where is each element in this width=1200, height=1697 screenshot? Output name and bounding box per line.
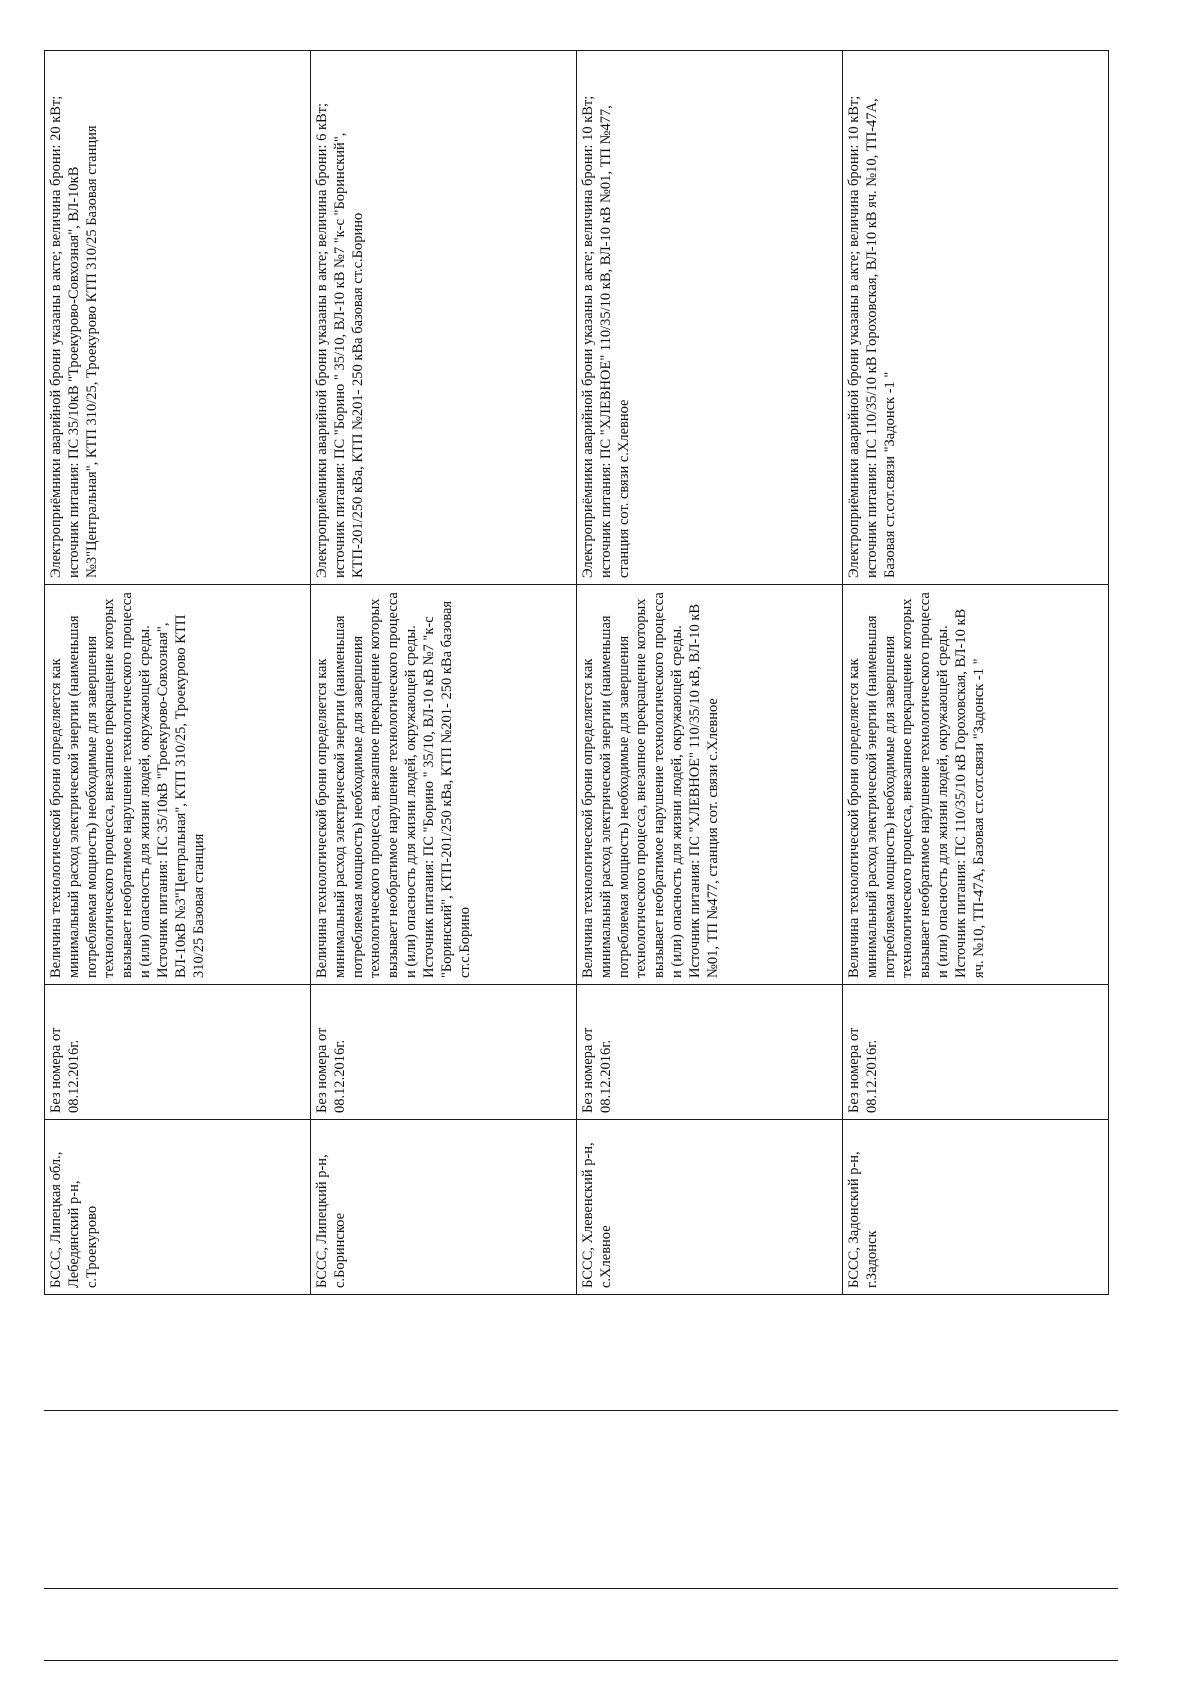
horizontal-rule [44,1660,1118,1661]
reserve-table [44,50,1109,1295]
horizontal-rule [44,1410,1118,1411]
tech-reserve-cell: Величина технологической брони определяется как минимальный расход электрической энергии (наименьшая потребляемая мощность) необходимые для завершения технологического процесса, внезапное прекращение которых вызывает необратимое нарушение технологического процесса и (или) опасность для жизни людей, окружающей среды. Источник питания: ПС 110/35/10 кВ Гороховская, ВЛ-10 кВ яч. №10, ТП-47А, Базовая ст.сот.связи "Задонск -1 " [843,584,1108,984]
emergency-reserve-cell: Электроприёмники аварийной брони указаны в акте; величина брони: 20 кВт; источник питания: ПС 35/10кВ "Троекурово-Совхозная", ВЛ-10кВ №3"Центральная", КТП 310/25, Троекурово КТП 310/25 Базовая станция [48,95,100,578]
emergency-reserve-cell: Электроприёмники аварийной брони указаны в акте; величина брони: 6 кВт; источник питания: ПС "Борино " 35/10, ВЛ-10 кВ №7 "к-с "Боринский", КТП-201/250 кВа, КТП №201- 250 кВа базовая ст.с.Борино [314,102,366,578]
location-cell: БССС, Хлевенский р-н, с.Хлевное [577,1119,842,1294]
emergency-reserve-cell: Электроприёмники аварийной брони указаны в акте; величина брони: 10 кВт; источник питания: ПС 110/35/10 кВ Гороховская, ВЛ-10 кВ яч. №10, ТП-47А, Базовая ст.сот.связи "Задонск -1 " [846,95,898,578]
tech-reserve-cell: Величина технологической брони определяется как минимальный расход электрической энергии (наименьшая потребляемая мощность) необходимые для завершения технологического процесса, внезапное прекращение которых вызывает необратимое нарушение технологического процесса и (или) опасность для жизни людей, окружающей среды. Источник питания: ПС "Борино " 35/10, ВЛ-10 кВ №7 "к-с "Боринский", КТП-201/250 кВа, КТП №201- 250 кВа базовая ст.с.Борино [311,584,576,984]
emergency-reserve-cell: Электроприёмники аварийной брони указаны в акте; величина брони: 10 кВт; источник питания: ПС "ХЛЕВНОЕ" 110/35/10 кВ, ВЛ-10 кВ №01, ТП №477, станция сот. связи с.Хлевное [580,95,632,578]
location-cell: БССС, Липецкий р-н, с.Боринское [311,1119,576,1294]
tech-reserve-cell: Величина технологической брони определяется как минимальный расход электрической энергии (наименьшая потребляемая мощность) необходимые для завершения технологического процесса, внезапное прекращение которых вызывает необратимое нарушение технологического процесса и (или) опасность для жизни людей, окружающей среды. Источник питания: ПС 35/10кВ "Троекурово-Совхозная", ВЛ-10кВ №3"Центральная", КТП 310/25, Троекурово КТП 310/25 Базовая станция [45,584,310,984]
table-row [843,51,1109,1294]
table-row [45,51,311,1294]
location-cell: БССС, Задонский р-н, г.Задонск [843,1119,1108,1294]
document-cell: Без номера от 08.12.2016г. [843,984,1108,1119]
tech-reserve-cell: Величина технологической брони определяется как минимальный расход электрической энергии (наименьшая потребляемая мощность) необходимые для завершения технологического процесса, внезапное прекращение которых вызывает необратимое нарушение технологического процесса и (или) опасность для жизни людей, окружающей среды. Источник питания: ПС "ХЛЕВНОЕ" 110/35/10 кВ, ВЛ-10 кВ №01, ТП №477, станция сот. связи с.Хлевное [577,584,842,984]
location-cell: БССС, Липецкая обл., Лебедянский р-н, с.Троекурово [45,1119,310,1294]
table-row [311,51,577,1294]
document-cell: Без номера от 08.12.2016г. [577,984,842,1119]
document-cell: Без номера от 08.12.2016г. [45,984,310,1119]
horizontal-rule [44,1588,1118,1589]
table-row [577,51,843,1294]
document-cell: Без номера от 08.12.2016г. [311,984,576,1119]
